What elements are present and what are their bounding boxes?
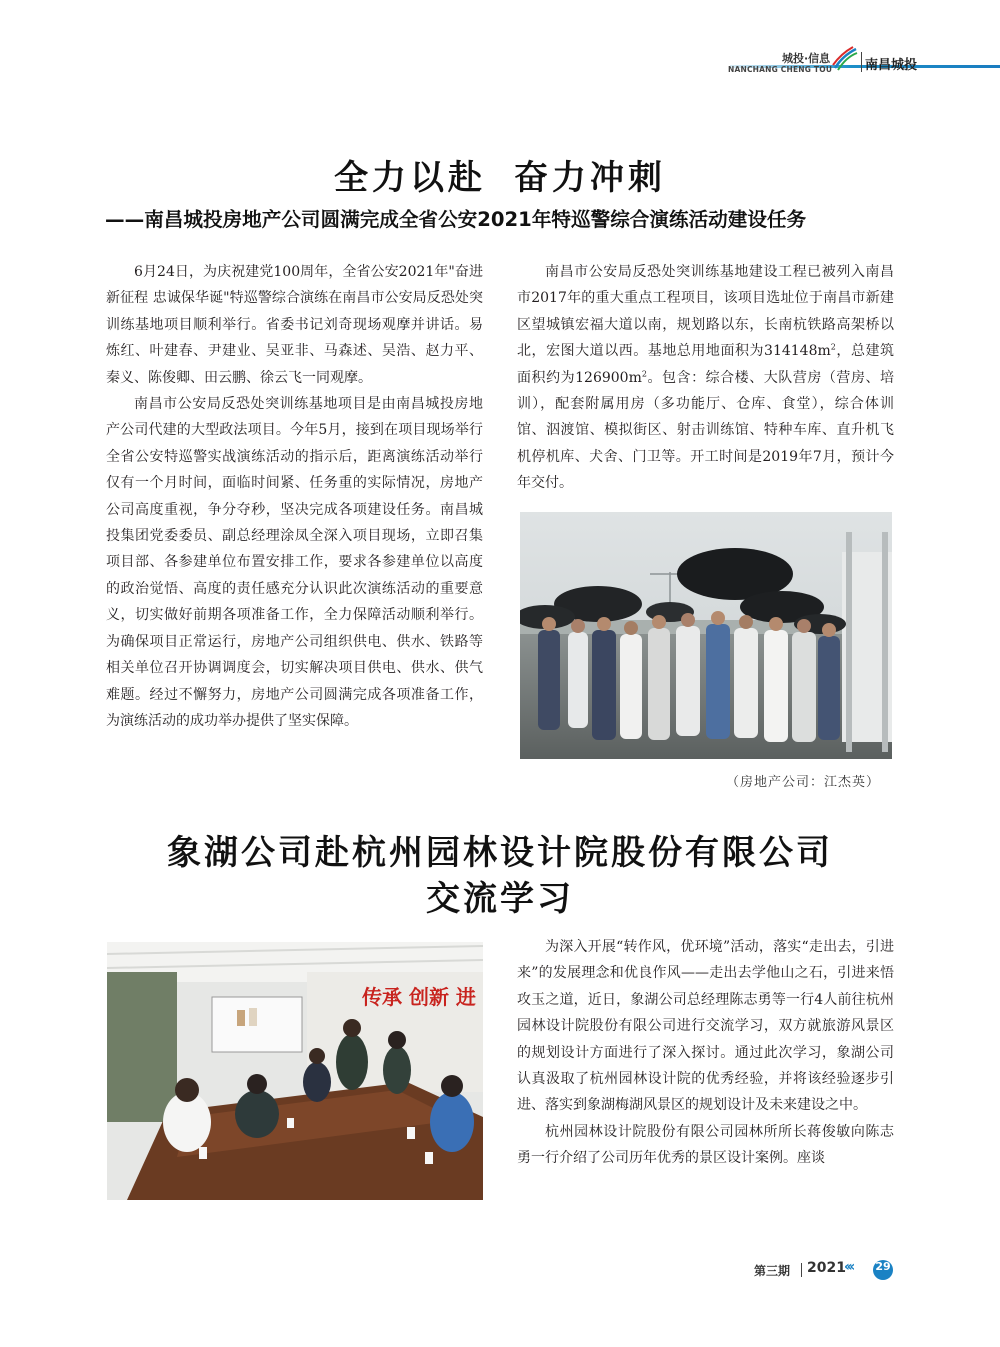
page-number: 29 (873, 1260, 893, 1280)
article1-subtitle: ——南昌城投房地产公司圆满完成全省公安2021年特巡警综合演练活动建设任务 (105, 208, 807, 231)
article1-right-column (517, 259, 894, 497)
header-divider (861, 52, 862, 72)
meeting-room-photo (107, 942, 483, 1200)
article2-title (0, 830, 1000, 922)
header-small-title: 城投·信息 (782, 52, 831, 65)
header-brand: 南昌城投 (865, 58, 918, 73)
article1-title-part-b: 奋力冲刺 (514, 158, 666, 198)
footer-arrows-icon: ‹‹‹ (844, 1259, 853, 1275)
article1-paragraph-3: 南昌市公安局反恐处突训练基地建设工程已被列入南昌市2017年的重大重点工程项目，该项目选址位于南昌市新建区望城镇宏福大道以南，规划路以东，长南杭铁路高架桥以北，宏图大道以西。基地总用地面积为$314148m^2$，总建筑面积约为$126900m^2$。包含：综合楼、大队营房（营房、培训），配套附属用房（多功能厅、仓库、食堂），综合体训馆、泅渡馆、模拟街区、射击训练馆、特种车库、直升机飞机停机库、犬舍、门卫等。开工时间是2019年7月，预计今年交付。 (517, 264, 895, 492)
article1-paragraph-1: 6月24日，为庆祝建党100周年，全省公安2021年"奋进新征程 忠诚保华诞"特巡警综合演练在南昌市公安局反恐处突训练基地项目顺利举行。省委书记刘奇现场观摩并讲话。易炼红、叶建春、尹建业、吴亚非、马森述、吴浩、赵力平、秦义、陈俊卿、田云鹏、徐云飞一同观摩。 (106, 264, 483, 386)
page-footer (0, 1260, 1000, 1282)
article2-paragraph-1: 为深入开展“转作风，优环境”活动，落实“走出去，引进来”的发展理念和优良作风——走出去学他山之石，引进来悟攻玉之道，近日，象湖公司总经理陈志勇等一行4人前往杭州园林设计院股份有限公司进行交流学习，双方就旅游风景区的规划设计方面进行了深入探讨。通过此次学习，象湖公司认真汲取了杭州园林设计院的优秀经验，并将该经验逐步引进、落实到象湖梅湖风景区的规划设计及未来建设之中。 (517, 939, 894, 1114)
wall-slogan: 传承 创新 进 (362, 985, 476, 1009)
article2-title-line1: 象湖公司赴杭州园林设计院股份有限公司 (167, 833, 833, 873)
article1-paragraph-2: 南昌市公安局反恐处突训练基地项目是由南昌城投房地产公司代建的大型政法项目。今年5月，接到在项目现场举行全省公安特巡警实战演练活动的指示后，距离演练活动举行仅有一个月时间，面临时间紧、任务重的实际情况，房地产公司高度重视，争分夺秒，坚决完成各项建设任务。南昌城投集团党委委员、副总经理涂凤全深入项目现场，立即召集项目部、各参建单位布置安排工作，要求各参建单位以高度的政治觉悟、高度的责任感充分认识此次演练活动的重要意义，切实做好前期各项准备工作，全力保障活动顺利举行。为确保项目正常运行，房地产公司组织供电、供水、铁路等相关单位召开协调调度会，切实解决项目供电、供水、供气难题。经过不懈努力，房地产公司圆满完成各项准备工作，为演练活动的成功举办提供了坚实保障。 (106, 396, 483, 729)
article1-left-column (106, 259, 483, 734)
page-header (0, 46, 1000, 82)
article2-right-column (517, 934, 894, 1172)
footer-issue: 第三期 (754, 1264, 791, 1278)
umbrella-inspection-photo (520, 512, 892, 759)
footer-divider (801, 1263, 802, 1277)
article2-paragraph-2: 杭州园林设计院股份有限公司园林所所长蒋俊敏向陈志勇一行介绍了公司历年优秀的景区设计案例。座谈 (517, 1123, 894, 1167)
article1-title-part-a: 全力以赴 (334, 158, 486, 198)
article2-title-line2: 交流学习 (426, 879, 574, 919)
chengtou-logo-icon (832, 46, 858, 72)
photo-caption: （房地产公司：江杰英） (726, 775, 881, 790)
footer-year: 2021 (807, 1260, 846, 1276)
header-english-name: NANCHANG CHENG TOU (728, 65, 833, 74)
article1-title (0, 150, 1000, 199)
